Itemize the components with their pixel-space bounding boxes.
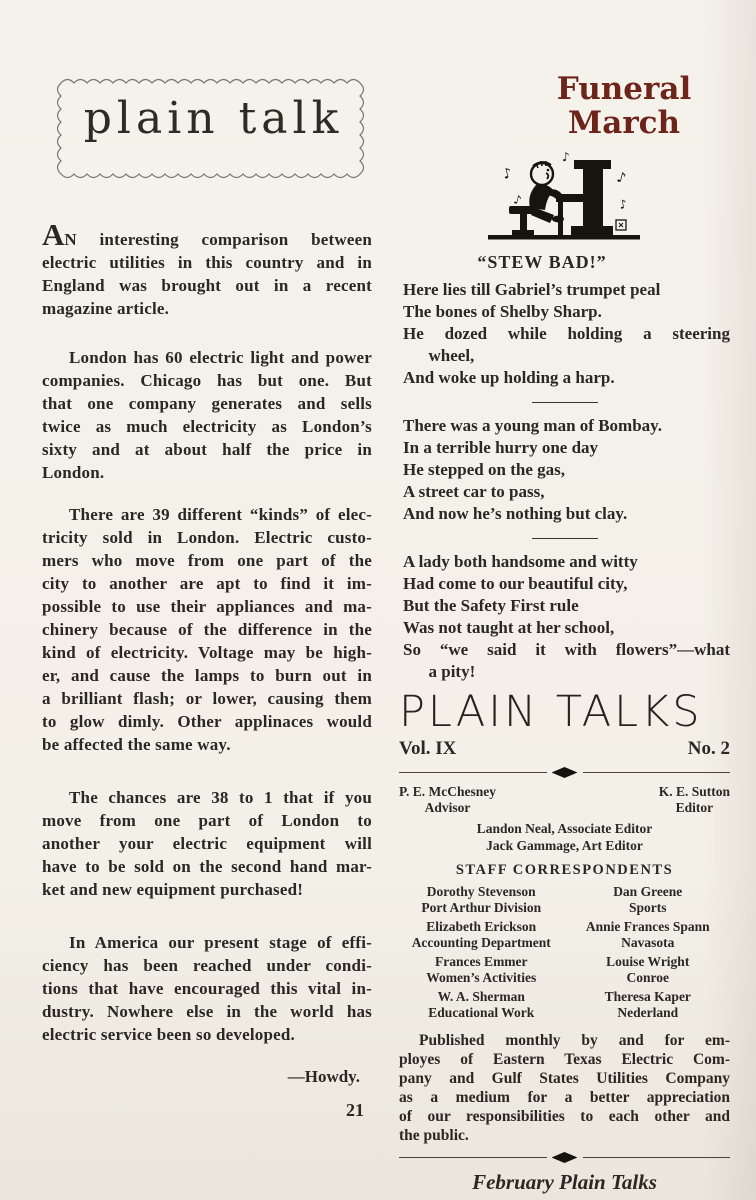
issue-label: No. 2: [687, 738, 730, 759]
editor-cell: [659, 784, 730, 816]
correspondent-name: Dan Greene: [613, 884, 683, 899]
paragraph-1-lines: electric utilities in this country and in England was brought out in a recent magazine article.: [42, 253, 372, 318]
masthead-title: PLAIN TALKS: [399, 687, 703, 737]
paragraph-1-first-line: [42, 217, 372, 252]
correspondent-name: Frances Emmer: [434, 954, 528, 969]
pianist-illustration: [480, 147, 650, 243]
poem-divider: [532, 538, 598, 539]
associate-editor: Landon Neal, Associate Editor: [476, 821, 653, 836]
feature-title-line1: Funeral: [556, 71, 692, 107]
correspondent-name: Louise Wright: [606, 954, 690, 969]
divider-line: [399, 1157, 547, 1158]
correspondent-name: Theresa Kaper: [604, 989, 691, 1004]
divider-line: [399, 772, 547, 773]
paragraph-2: London has 60 electric light and power companies. Chicago has but one. But that one company generates and sells twice as much electricity as London’s sixty and at about half the price in London.: [42, 348, 372, 482]
correspondent: [399, 989, 564, 1020]
correspondent-role: Nederland: [617, 1004, 679, 1020]
music-note-icon: ♪: [617, 196, 628, 212]
volume-row: [399, 738, 730, 760]
paragraph-1: [42, 217, 372, 320]
feature-title: [534, 72, 714, 140]
correspondent-role: Sports: [628, 899, 667, 915]
paragraph-5: In America our present stage of effi- ciency has been reached under condi- tions that have encouraged this vital in- dustry. Nowhere else in the world has electric service been so developed.: [42, 933, 372, 1044]
poem-title: “STEW BAD!”: [477, 252, 607, 272]
correspondent-name: Elizabeth Erickson: [426, 919, 537, 934]
masthead-divider: [399, 767, 730, 778]
music-note-icon: ♪: [511, 192, 523, 208]
art-editor: Jack Gammage, Art Editor: [486, 838, 643, 853]
music-note-icon: ♪: [561, 150, 570, 164]
poem-divider: [532, 402, 598, 403]
correspondent-role: Educational Work: [428, 1004, 535, 1020]
editor-role: Editor: [675, 800, 714, 815]
diamond-icon: [552, 767, 578, 778]
footer-divider: [399, 1152, 730, 1163]
paragraph-3: There are 39 different “kinds” of elec- tricity sold in London. Electric custo- mers who move from one part of the city to another are apt to find it im- possible to use their appliances and ma- chinery because of the difference in the kind of electricity. Voltage may be high- er, and cause the lamps to burn out in a brilliant flash; or lower, causing them to glow dimly. Other applinaces would be affected the same way.: [42, 505, 372, 754]
correspondent-role: Conroe: [626, 969, 669, 985]
diamond-icon: [552, 1152, 578, 1163]
correspondent: [566, 884, 731, 915]
author-signature: —Howdy.: [287, 1067, 360, 1086]
correspondent-name: W. A. Sherman: [437, 989, 525, 1004]
correspondent: [566, 989, 731, 1020]
music-note-icon: ♪: [500, 165, 514, 183]
column-title: plain talk: [83, 93, 344, 144]
poem-stew-bad: Here lies till Gabriel’s trumpet peal The bones of Shelby Sharp. He dozed while holding a steering wheel, And woke up holding a harp.: [403, 280, 730, 387]
feature-title-line2: March: [567, 105, 681, 141]
correspondents-grid: [399, 884, 730, 1020]
music-note-icon: ♪: [614, 169, 628, 188]
published-statement: Published monthly by and for em- ployes of Eastern Texas Electric Com- pany and Gulf States Utilities Company as a medium for a better appreciation of our responsibilities to each other and the public.: [399, 1032, 730, 1144]
left-column: [42, 75, 372, 1121]
advisor-role: Advisor: [424, 800, 471, 815]
page-number: 21: [346, 1100, 364, 1120]
correspondent: [399, 884, 564, 915]
correspondent-role: Accounting Department: [411, 934, 551, 950]
correspondent: [566, 954, 731, 985]
staff-correspondents-heading: STAFF CORRESPONDENTS: [455, 862, 674, 878]
poem-lady: A lady both handsome and witty Had come to our beautiful city, But the Safety First rule Was not taught at her school, So “we said it with flowers”—what a pity!: [403, 552, 730, 681]
plain-talk-box: [55, 75, 372, 191]
correspondent-name: Dorothy Stevenson: [426, 884, 536, 899]
drop-cap: A: [42, 217, 65, 252]
divider-line: [583, 772, 731, 773]
correspondent-role: Port Arthur Division: [421, 899, 542, 915]
paragraph-4: The chances are 38 to 1 that if you move from one part of London to another your electric equipment will have to be sold on the second hand mar- ket and new equipment purchased!: [42, 788, 372, 899]
correspondent-role: Navasota: [621, 934, 675, 950]
correspondent: [566, 919, 731, 950]
correspondent-role: Women’s Activities: [426, 969, 537, 985]
editors-row: [399, 784, 730, 816]
right-column: [399, 66, 730, 1195]
correspondent: [399, 919, 564, 950]
correspondent: [399, 954, 564, 985]
advisor-name: P. E. McChesney: [399, 784, 496, 799]
divider-line: [583, 1157, 731, 1158]
paragraph-1-first-rest: N interesting comparison between: [64, 230, 372, 249]
correspondent-name: Annie Frances Spann: [585, 919, 710, 934]
poem-bombay: There was a young man of Bombay. In a terrible hurry one day He stepped on the gas, A street car to pass, And now he’s nothing but clay.: [403, 416, 662, 523]
editor-name: K. E. Sutton: [658, 784, 730, 799]
advisor-cell: [399, 784, 496, 816]
running-title: February Plain Talks: [472, 1170, 657, 1194]
volume-label: Vol. IX: [399, 738, 457, 759]
